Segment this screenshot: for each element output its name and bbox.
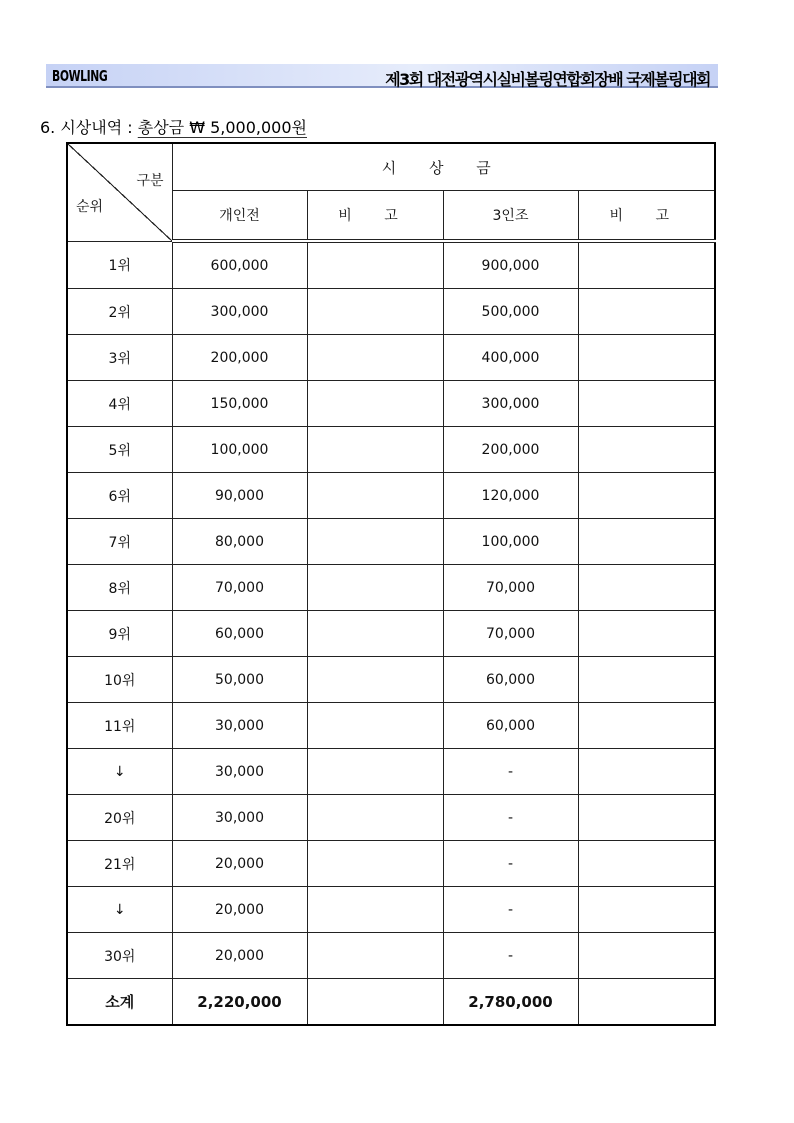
individual-prize-cell: 20,000: [172, 933, 307, 979]
subtotal-rank-cell: 소계: [67, 979, 172, 1026]
note-1-cell: [307, 427, 443, 473]
rank-cell: 5위: [67, 427, 172, 473]
note-1-cell: [307, 335, 443, 381]
total-prize: 총상금 ₩ 5,000,000원: [137, 118, 307, 137]
prize-table: [66, 142, 716, 1026]
note-2-cell: [578, 887, 715, 933]
diagonal-header-cell: [67, 143, 172, 241]
rank-cell: 4위: [67, 381, 172, 427]
note-2-cell: [578, 795, 715, 841]
team-prize-cell: -: [443, 887, 578, 933]
note-1-cell: [307, 887, 443, 933]
team-prize-cell: 120,000: [443, 473, 578, 519]
note-2-cell: [578, 519, 715, 565]
note-1-cell: [307, 473, 443, 519]
team-prize-cell: 60,000: [443, 703, 578, 749]
table-row: [67, 933, 715, 979]
note-1-cell: [307, 519, 443, 565]
team-prize-cell: -: [443, 841, 578, 887]
subtotal-individual-prize-cell: 2,220,000: [172, 979, 307, 1026]
individual-prize-cell: 30,000: [172, 703, 307, 749]
team-prize-cell: 70,000: [443, 611, 578, 657]
team-prize-cell: 400,000: [443, 335, 578, 381]
subtotal-row: [67, 979, 715, 1026]
rank-cell: 6위: [67, 473, 172, 519]
table-row: [67, 519, 715, 565]
note-2-cell: [578, 749, 715, 795]
individual-prize-cell: 70,000: [172, 565, 307, 611]
header-note-2: [578, 191, 715, 242]
team-prize-cell: 60,000: [443, 657, 578, 703]
individual-prize-cell: 300,000: [172, 289, 307, 335]
header-note-2-text: 비 고: [609, 208, 683, 224]
individual-prize-cell: 90,000: [172, 473, 307, 519]
note-1-cell: [307, 289, 443, 335]
header-rank-label: 순위: [76, 199, 104, 215]
section-title: [40, 115, 307, 138]
header-team: 3인조: [443, 191, 578, 242]
subtotal-note-1-cell: [307, 979, 443, 1026]
table-row: [67, 241, 715, 289]
note-1-cell: [307, 841, 443, 887]
note-2-cell: [578, 289, 715, 335]
rank-cell: 21위: [67, 841, 172, 887]
rank-cell: 10위: [67, 657, 172, 703]
rank-cell: 9위: [67, 611, 172, 657]
header-note-1-text: 비 고: [338, 208, 412, 224]
individual-prize-cell: 30,000: [172, 795, 307, 841]
team-prize-cell: -: [443, 795, 578, 841]
note-2-cell: [578, 335, 715, 381]
table-row: [67, 565, 715, 611]
rank-cell: 30위: [67, 933, 172, 979]
team-prize-cell: 900,000: [443, 241, 578, 289]
table-row: [67, 703, 715, 749]
table-row: [67, 841, 715, 887]
note-2-cell: [578, 611, 715, 657]
rank-cell: ↓: [67, 749, 172, 795]
table-row: [67, 749, 715, 795]
note-1-cell: [307, 795, 443, 841]
team-prize-cell: 100,000: [443, 519, 578, 565]
team-prize-cell: 300,000: [443, 381, 578, 427]
individual-prize-cell: 20,000: [172, 841, 307, 887]
table-row: [67, 427, 715, 473]
document-header-bar: [46, 64, 718, 88]
rank-cell: 3위: [67, 335, 172, 381]
individual-prize-cell: 600,000: [172, 241, 307, 289]
table-row: [67, 657, 715, 703]
note-2-cell: [578, 427, 715, 473]
header-individual: 개인전: [172, 191, 307, 242]
table-row: [67, 887, 715, 933]
header-tournament-title: 제3회 대전광역시실비볼링연합회장배 국제볼링대회: [385, 70, 710, 89]
subtotal-team-prize-cell: 2,780,000: [443, 979, 578, 1026]
table-row: [67, 795, 715, 841]
team-prize-cell: 500,000: [443, 289, 578, 335]
team-prize-cell: 70,000: [443, 565, 578, 611]
individual-prize-cell: 20,000: [172, 887, 307, 933]
individual-prize-cell: 60,000: [172, 611, 307, 657]
rank-cell: 7위: [67, 519, 172, 565]
header-category-label: 구분: [136, 173, 164, 189]
note-1-cell: [307, 749, 443, 795]
table-row: [67, 289, 715, 335]
prize-money-header: [172, 143, 715, 191]
note-2-cell: [578, 933, 715, 979]
note-1-cell: [307, 703, 443, 749]
rank-cell: 2위: [67, 289, 172, 335]
note-2-cell: [578, 657, 715, 703]
team-prize-cell: -: [443, 749, 578, 795]
note-2-cell: [578, 565, 715, 611]
header-note-1: [307, 191, 443, 242]
table-row: [67, 473, 715, 519]
table-row: [67, 335, 715, 381]
rank-cell: 1위: [67, 241, 172, 289]
rank-cell: ↓: [67, 887, 172, 933]
note-2-cell: [578, 841, 715, 887]
table-row: [67, 611, 715, 657]
table-row: [67, 381, 715, 427]
note-1-cell: [307, 381, 443, 427]
rank-cell: 8위: [67, 565, 172, 611]
note-2-cell: [578, 381, 715, 427]
rank-cell: 11위: [67, 703, 172, 749]
note-1-cell: [307, 565, 443, 611]
individual-prize-cell: 50,000: [172, 657, 307, 703]
note-1-cell: [307, 933, 443, 979]
team-prize-cell: 200,000: [443, 427, 578, 473]
header-bowling-label: BOWLING: [52, 67, 108, 85]
note-2-cell: [578, 703, 715, 749]
individual-prize-cell: 150,000: [172, 381, 307, 427]
note-1-cell: [307, 611, 443, 657]
rank-cell: 20위: [67, 795, 172, 841]
individual-prize-cell: 30,000: [172, 749, 307, 795]
subtotal-note-2-cell: [578, 979, 715, 1026]
prize-money-header-text: 시 상 금: [381, 158, 505, 177]
individual-prize-cell: 100,000: [172, 427, 307, 473]
section-number-title: 6. 시상내역 :: [40, 118, 138, 137]
individual-prize-cell: 80,000: [172, 519, 307, 565]
note-1-cell: [307, 241, 443, 289]
note-2-cell: [578, 473, 715, 519]
note-2-cell: [578, 241, 715, 289]
table-header-row-1: [67, 143, 715, 191]
individual-prize-cell: 200,000: [172, 335, 307, 381]
note-1-cell: [307, 657, 443, 703]
team-prize-cell: -: [443, 933, 578, 979]
